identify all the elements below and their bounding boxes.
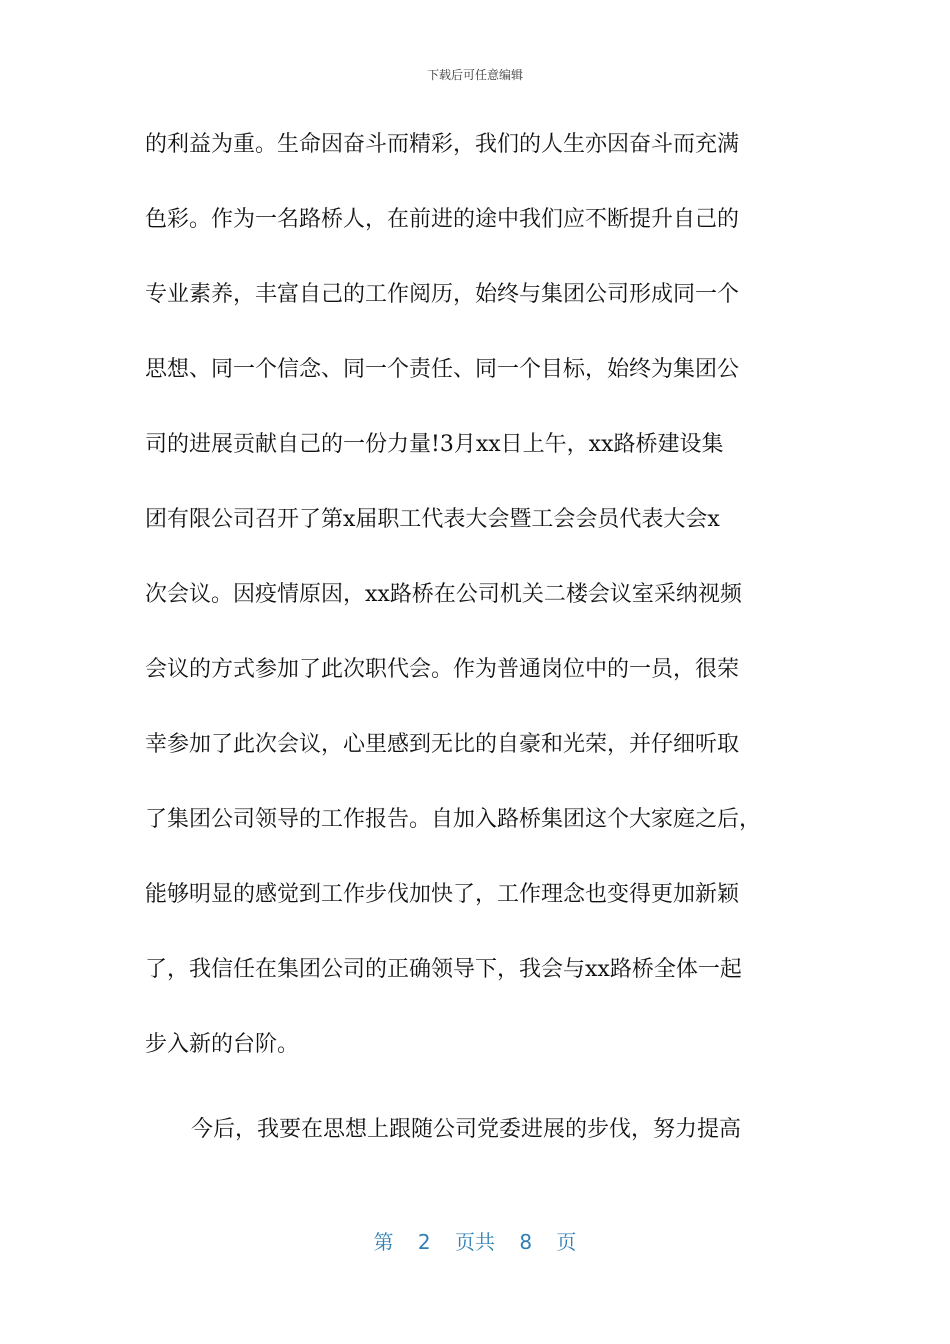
text-line: 团有限公司召开了第x届职工代表大会暨工会会员代表大会x — [145, 507, 720, 532]
text-line: 思想、同一个信念、同一个责任、同一个目标，始终为集团公 — [145, 357, 740, 382]
text-line: 专业素养，丰富自己的工作阅历，始终与集团公司形成同一个 — [145, 282, 740, 307]
paragraph-first-line: 今后，我要在思想上跟随公司党委进展的步伐，努力提高 — [191, 1117, 742, 1142]
text-line: 的利益为重。生命因奋斗而精彩，我们的人生亦因奋斗而充满 — [145, 132, 740, 157]
text-line: 了集团公司领导的工作报告。自加入路桥集团这个大家庭之后， — [145, 807, 762, 832]
text-line: 会议的方式参加了此次职代会。作为普通岗位中的一员，很荣 — [145, 657, 740, 682]
text-line: 幸参加了此次会议，心里感到无比的自豪和光荣，并仔细听取 — [145, 732, 740, 757]
text-line: 能够明显的感觉到工作步伐加快了，工作理念也变得更加新颖 — [145, 882, 740, 907]
page-number-footer: 第 2 页共 8 页 — [373, 1230, 577, 1254]
text-line: 次会议。因疫情原因，xx路桥在公司机关二楼会议室采纳视频 — [145, 582, 742, 607]
text-line: 色彩。作为一名路桥人，在前进的途中我们应不断提升自己的 — [145, 207, 740, 232]
paragraph-gap — [145, 1101, 810, 1111]
text-line: 司的进展贡献自己的一份力量!3月xx日上午，xx路桥建设集 — [145, 432, 724, 457]
page-header-note: 下载后可任意编辑 — [426, 68, 523, 82]
body-text — [145, 126, 810, 1186]
text-line: 步入新的台阶。 — [145, 1032, 300, 1057]
text-line: 了，我信任在集团公司的正确领导下，我会与xx路桥全体一起 — [145, 957, 742, 982]
